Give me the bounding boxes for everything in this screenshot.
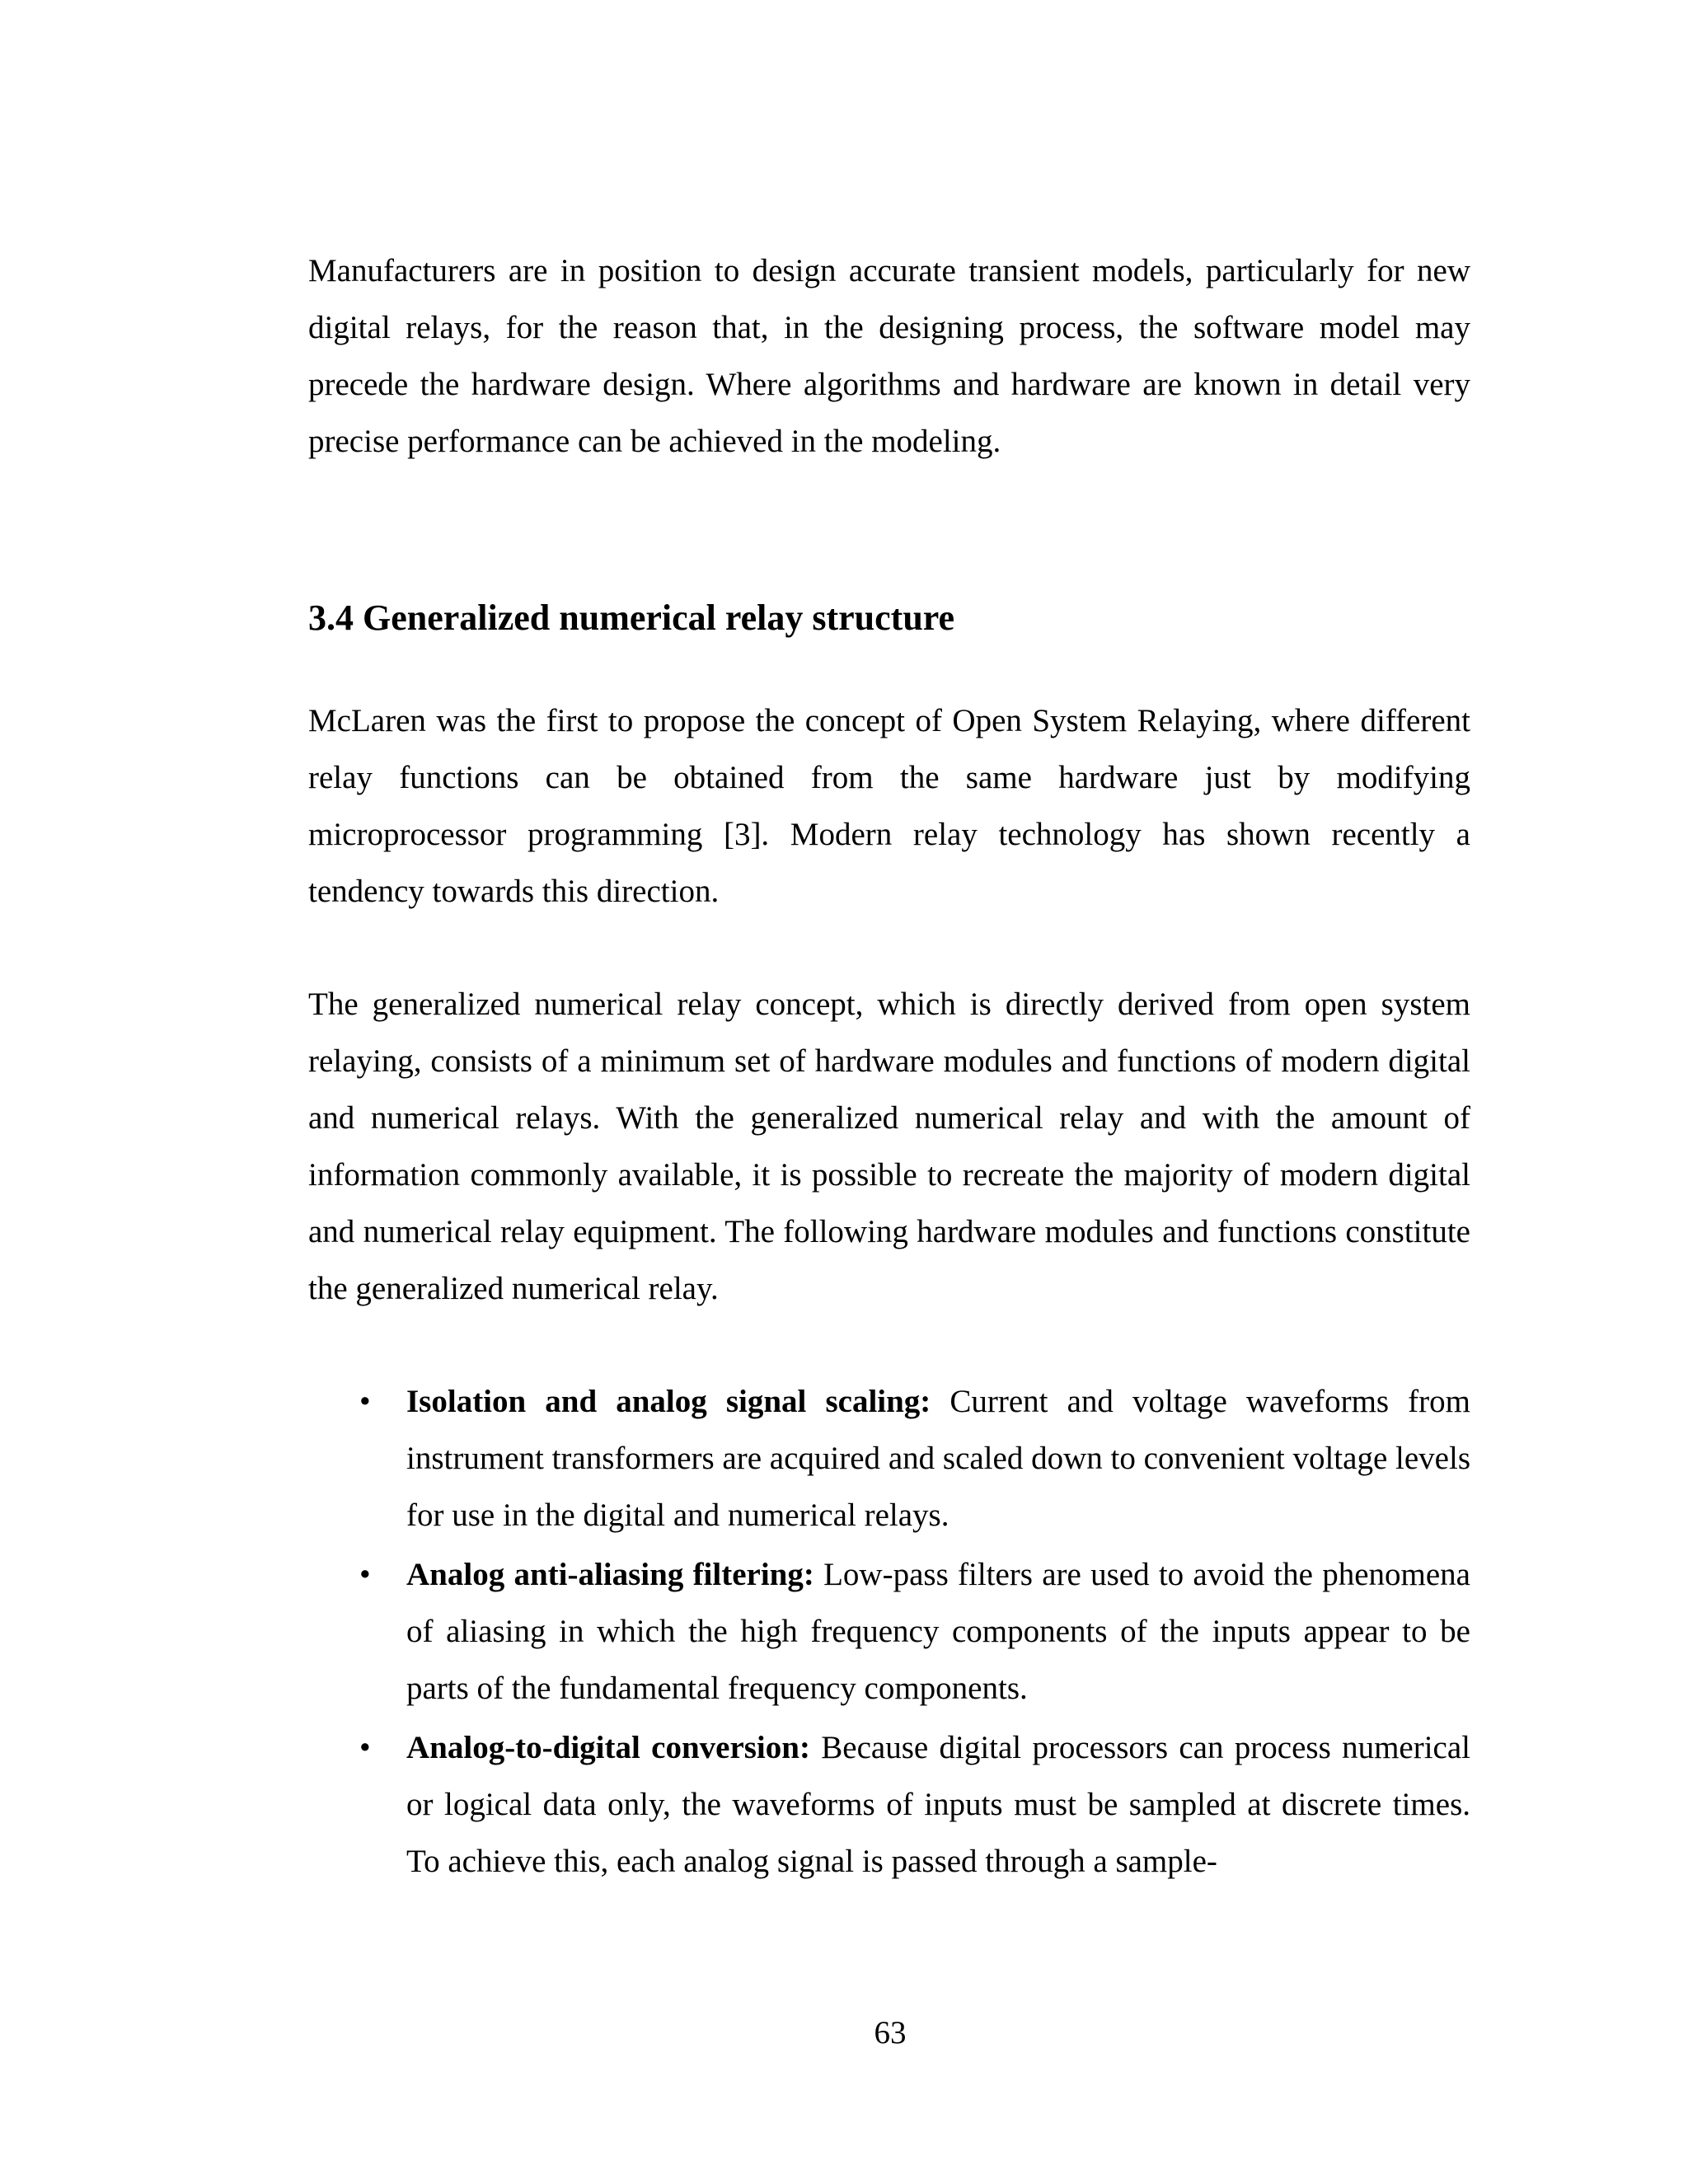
bullet-icon: • bbox=[359, 1557, 371, 1592]
bullet-list bbox=[308, 1373, 1470, 1890]
paragraph-generalized-relay: The generalized numerical relay concept, which is directly derived from open system relaying, consists of a minimum set of hardware modules and functions of modern digital and numerical relays. With the generalized numerical relay and with the amount of information commonly available, it is possible to recreate the majority of modern digital and numerical relay equipment. The following hardware modules and functions constitute the generalized numerical relay. bbox=[308, 987, 1470, 1306]
bullet-icon: • bbox=[359, 1384, 371, 1419]
page-content bbox=[308, 242, 1470, 1892]
page-number: 63 bbox=[874, 2015, 907, 2050]
list-item bbox=[308, 1719, 1470, 1890]
bullet-text: Current and voltage waveforms from instrument transformers are acquired and scaled down to convenient voltage levels for use in the digital and numerical relays. bbox=[406, 1384, 1470, 1533]
list-item bbox=[308, 1373, 1470, 1544]
paragraph-intro: Manufacturers are in position to design accurate transient models, particularly for new digital relays, for the reason that, in the designing process, the software model may precede the hardware design. Where algorithms and hardware are known in detail very precise performance can be achieved in the modeling. bbox=[308, 253, 1470, 459]
bullet-text: Because digital processors can process numerical or logical data only, the waveforms of inputs must be sampled at discrete times. To achieve this, each analog signal is passed through a sample- bbox=[406, 1730, 1470, 1879]
section-heading: 3.4 Generalized numerical relay structure bbox=[308, 598, 955, 638]
paragraph-mclaren: McLaren was the first to propose the concept of Open System Relaying, where different relay functions can be obtained from the same hardware just by modifying microprocessor programming [3]. Modern relay technology has shown recently a tendency towards this direction. bbox=[308, 703, 1470, 909]
list-item bbox=[308, 1546, 1470, 1717]
bullet-term: Analog anti-aliasing filtering: bbox=[406, 1557, 814, 1592]
bullet-icon: • bbox=[359, 1730, 371, 1765]
bullet-term: Isolation and analog signal scaling: bbox=[406, 1384, 931, 1419]
bullet-text: Low-pass filters are used to avoid the phenomena of aliasing in which the high frequency components of the inputs appear to be parts of the fundamental frequency components. bbox=[406, 1557, 1470, 1706]
bullet-term: Analog-to-digital conversion: bbox=[406, 1730, 810, 1765]
